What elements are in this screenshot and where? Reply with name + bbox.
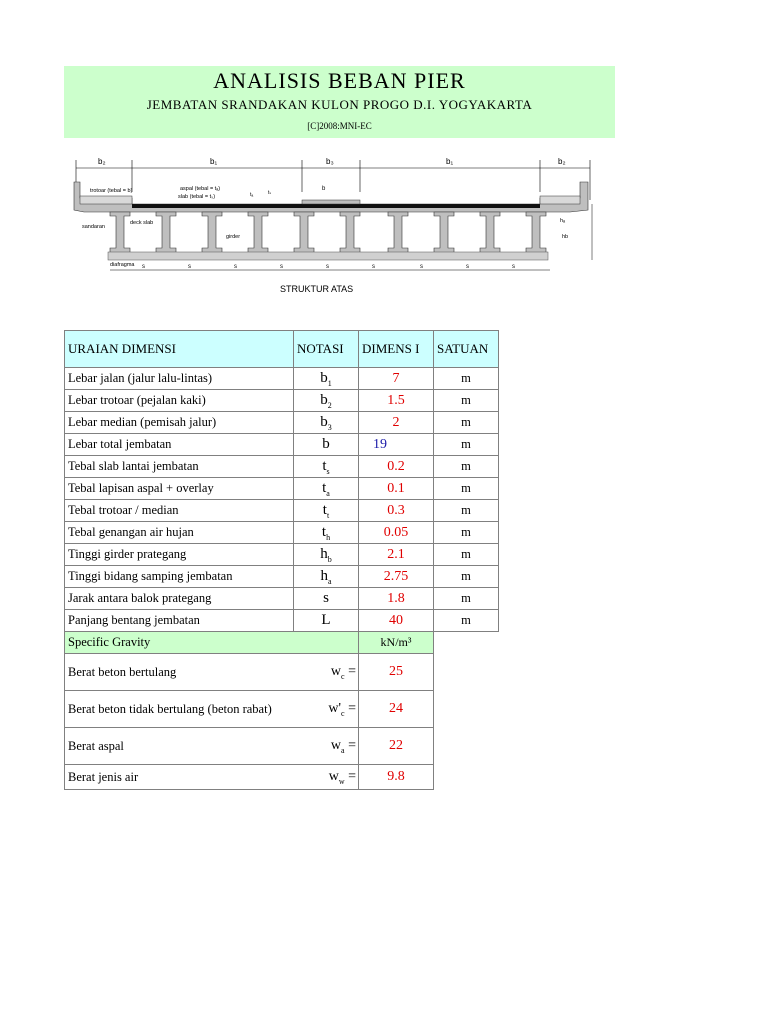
sg-row-symbol-sub: c [341, 671, 345, 681]
label-slab: slab (tebal = tₛ) [178, 194, 216, 200]
table-row [65, 566, 499, 588]
row-desc: Tinggi girder prategang [65, 544, 294, 566]
row-value: 1.8 [359, 588, 434, 610]
row-value: 7 [359, 368, 434, 390]
header-dimensi: DIMENS I [359, 331, 434, 368]
label-s-4: s [280, 264, 283, 270]
row-symbol: s [323, 590, 329, 606]
label-ta: tₐ [250, 192, 254, 198]
bridge-cross-section-diagram [70, 152, 610, 297]
label-s-9: s [512, 264, 515, 270]
table-row [65, 544, 499, 566]
row-unit: m [434, 610, 499, 632]
table-row [65, 500, 499, 522]
label-girder: girder [226, 234, 241, 240]
row-symbol: b [320, 391, 328, 408]
sg-row-symbol-sub: c [341, 708, 345, 718]
row-symbol-sub: a [327, 576, 332, 586]
sg-row-value: 22 [359, 728, 434, 765]
row-unit: m [434, 456, 499, 478]
row-value: 19 [359, 434, 434, 456]
row-desc: Tebal trotoar / median [65, 500, 294, 522]
row-desc: Panjang bentang jembatan [65, 610, 294, 632]
sg-row-value: 24 [359, 691, 434, 728]
table-row [65, 412, 499, 434]
page-subtitle: JEMBATAN SRANDAKAN KULON PROGO D.I. YOGYAKARTA [146, 97, 533, 112]
label-b: b [322, 186, 326, 192]
sg-row-desc: Berat jenis air [65, 765, 294, 790]
label-hb: hb [562, 234, 569, 240]
table-row [65, 368, 499, 390]
table-row [65, 478, 499, 500]
row-desc: Tebal lapisan aspal + overlay [65, 478, 294, 500]
sg-row-value: 9.8 [359, 765, 434, 790]
sg-row-symbol-sub: w [338, 776, 345, 786]
header-desc: URAIAN DIMENSI [65, 331, 294, 368]
label-b1-right: b₁ [446, 157, 454, 166]
row-desc: Tebal slab lantai jembatan [65, 456, 294, 478]
specific-gravity-header [65, 632, 499, 654]
row-symbol: t [321, 523, 327, 540]
row-symbol: b [322, 436, 330, 452]
sg-row-symbol: w' [328, 700, 342, 716]
table-row: Berat beton bertulang $w_c$ = 25 [65, 654, 499, 691]
label-b3: b₃ [326, 157, 334, 166]
row-value: 2 [359, 412, 434, 434]
table-row: Berat jenis air $w_w$ = 9.8 [65, 765, 499, 790]
table-row: Berat beton tidak bertulang (beton rabat) $w'_c$ = 24 [65, 691, 499, 728]
row-symbol: h [320, 567, 328, 584]
page-title: ANALISIS BEBAN PIER [213, 68, 466, 93]
row-desc: Jarak antara balok prategang [65, 588, 294, 610]
label-deck-slab: deck slab [130, 220, 154, 226]
row-desc: Tinggi bidang samping jembatan [65, 566, 294, 588]
label-sandaran: sandaran [82, 224, 105, 230]
header-notasi: NOTASI [294, 331, 359, 368]
sg-row-symbol-sub: a [341, 745, 345, 755]
row-symbol: t [322, 457, 327, 474]
row-symbol: b [320, 413, 328, 430]
row-unit: m [434, 412, 499, 434]
row-unit: m [434, 522, 499, 544]
row-unit: m [434, 434, 499, 456]
table-row: Berat aspal $w_a$ = 22 [65, 728, 499, 765]
row-symbol-sub: t [326, 510, 330, 520]
label-trotoar: trotoar (tebal = b) [90, 188, 133, 194]
row-value: 0.05 [359, 522, 434, 544]
diagram-caption: STRUKTUR ATAS [280, 284, 354, 294]
row-desc: Lebar median (pemisah jalur) [65, 412, 294, 434]
row-symbol: L [321, 612, 331, 628]
table-row [65, 434, 499, 456]
row-desc: Lebar jalan (jalur lalu-lintas) [65, 368, 294, 390]
row-symbol-sub: 2 [327, 400, 332, 410]
row-symbol-sub: h [326, 532, 331, 542]
label-s-7: s [420, 264, 423, 270]
header-banner [64, 66, 615, 138]
row-value: 2.75 [359, 566, 434, 588]
sg-row-desc: Berat beton bertulang [65, 654, 294, 691]
header-satuan: SATUAN [434, 331, 499, 368]
row-symbol-sub: b [327, 554, 332, 564]
sg-row-symbol: w [330, 737, 342, 753]
row-symbol: t [322, 479, 327, 496]
sg-row-symbol: w [330, 663, 342, 679]
row-value: 2.1 [359, 544, 434, 566]
table-row [65, 588, 499, 610]
label-b2-left: b₂ [98, 157, 106, 166]
label-s-6: s [372, 264, 375, 270]
label-b1-left: b₁ [210, 157, 218, 166]
sg-row-value: 25 [359, 654, 434, 691]
sg-row-symbol: w [328, 768, 339, 784]
label-ts: tₛ [268, 190, 272, 196]
specific-gravity-label: Specific Gravity [65, 632, 359, 654]
row-symbol: b [320, 369, 328, 386]
row-unit: m [434, 544, 499, 566]
table-row [65, 390, 499, 412]
row-desc: Lebar total jembatan [65, 434, 294, 456]
row-value: 40 [359, 610, 434, 632]
row-unit: m [434, 588, 499, 610]
label-s-1: s [142, 264, 145, 270]
row-unit: m [434, 500, 499, 522]
row-unit: m [434, 368, 499, 390]
row-symbol: t [322, 501, 327, 518]
label-ha: hₐ [560, 218, 566, 224]
row-symbol-sub: 1 [327, 378, 332, 388]
row-value: 1.5 [359, 390, 434, 412]
label-diafragma: diafragma [110, 262, 135, 268]
table-row [65, 610, 499, 632]
specific-gravity-unit: kN/m³ [359, 632, 434, 654]
sg-row-desc: Berat beton tidak bertulang (beton rabat) [65, 691, 294, 728]
row-symbol: h [320, 545, 328, 562]
label-b2-right: b₂ [558, 157, 566, 166]
row-symbol-sub: s [326, 466, 330, 476]
table-row [65, 522, 499, 544]
row-unit: m [434, 390, 499, 412]
row-value: 0.3 [359, 500, 434, 522]
table-row [65, 456, 499, 478]
label-s-3: s [234, 264, 237, 270]
row-unit: m [434, 478, 499, 500]
row-symbol-sub: 3 [327, 422, 332, 432]
row-symbol-sub: a [326, 488, 330, 498]
label-s-2: s [188, 264, 191, 270]
row-unit: m [434, 566, 499, 588]
row-value: 0.1 [359, 478, 434, 500]
copyright-note: [C]2008:MNI-EC [307, 121, 372, 131]
label-s-8: s [466, 264, 469, 270]
row-value: 0.2 [359, 456, 434, 478]
row-desc: Tebal genangan air hujan [65, 522, 294, 544]
label-s-5: s [326, 264, 329, 270]
dimension-table [64, 330, 499, 790]
label-aspal: aspal (tebal = tₐ) [180, 186, 221, 192]
sg-row-desc: Berat aspal [65, 728, 294, 765]
row-desc: Lebar trotoar (pejalan kaki) [65, 390, 294, 412]
